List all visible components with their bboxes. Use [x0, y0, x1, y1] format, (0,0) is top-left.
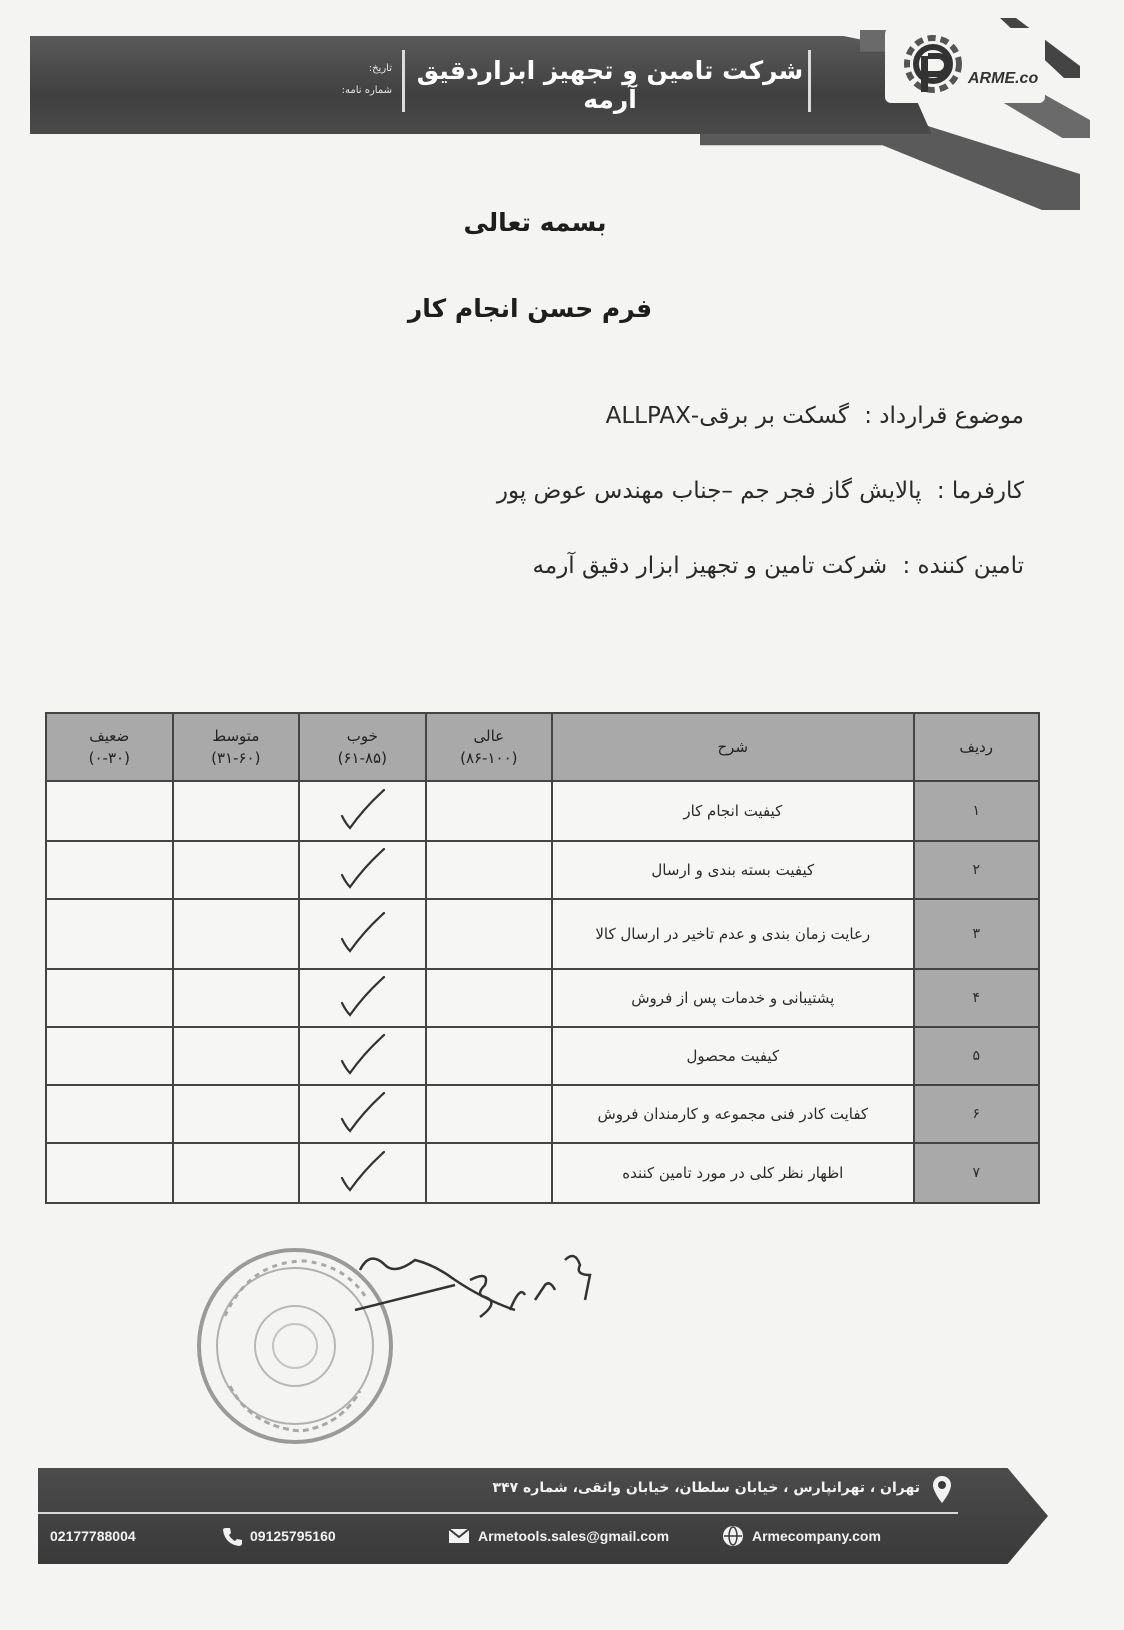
grade-cell-weak — [46, 969, 173, 1027]
row-number: ۶ — [914, 1085, 1040, 1143]
row-number: ۴ — [914, 969, 1040, 1027]
footer-divider — [38, 1512, 958, 1514]
checkmark-icon — [334, 973, 390, 1019]
row-number: ۲ — [914, 841, 1040, 899]
table-header-row — [46, 713, 1039, 781]
grade-cell-good — [299, 969, 426, 1027]
table-row — [46, 969, 1039, 1027]
row-description: اظهار نظر کلی در مورد تامین کننده — [552, 1143, 913, 1203]
table-row — [46, 899, 1039, 969]
grade-cell-good — [299, 899, 426, 969]
grade-cell-good — [299, 1143, 426, 1203]
table-row — [46, 1085, 1039, 1143]
row-description: رعایت زمان بندی و عدم تاخیر در ارسال کالا — [552, 899, 913, 969]
grade-cell-excellent — [426, 1085, 553, 1143]
grade-cell-weak — [46, 1027, 173, 1085]
date-label: تاریخ: — [368, 63, 392, 74]
footer-email-text: Armetools.sales@gmail.com — [478, 1528, 670, 1544]
footer-email[interactable] — [448, 1522, 669, 1550]
header-meta — [300, 58, 392, 102]
letter-number-label: شماره نامه: — [341, 85, 392, 96]
grade-cell-excellent — [426, 1027, 553, 1085]
header-good: خوب (۶۱-۸۵) — [299, 713, 426, 781]
employer-label: کارفرما : — [936, 478, 1024, 504]
row-number: ۳ — [914, 899, 1040, 969]
checkmark-icon — [334, 1148, 390, 1194]
header-row-number: ردیف — [914, 713, 1040, 781]
grade-cell-good — [299, 1085, 426, 1143]
globe-icon — [722, 1525, 744, 1547]
supplier-value: شرکت تامین و تجهیز ابزار دقیق آرمه — [532, 553, 888, 579]
basmala-heading: بسمه تعالی — [463, 208, 607, 237]
grade-cell-weak — [46, 1085, 173, 1143]
grade-cell-weak — [46, 781, 173, 841]
form-title: فرم حسن انجام کار — [407, 294, 653, 323]
footer-phone — [50, 1522, 136, 1550]
company-name: شرکت تامین و تجهیز ابزاردقیق آرمه — [416, 56, 804, 114]
checkmark-icon — [334, 786, 390, 832]
checkmark-icon — [334, 845, 390, 891]
row-number: ۷ — [914, 1143, 1040, 1203]
grade-cell-good — [299, 781, 426, 841]
row-description: کیفیت محصول — [552, 1027, 913, 1085]
grade-cell-excellent — [426, 781, 553, 841]
evaluation-table — [45, 712, 1040, 1204]
email-icon — [448, 1527, 470, 1545]
contract-subject-value: گسکت بر برقی-ALLPAX — [605, 403, 849, 429]
grade-cell-weak — [46, 899, 173, 969]
footer-website-text: Armecompany.com — [752, 1528, 881, 1544]
footer-address: تهران ، تهرانپارس ، خیابان سلطان، خیابان واثقی، شماره ۳۴۷ — [492, 1480, 920, 1496]
supplier-label: تامین کننده : — [902, 553, 1024, 579]
grade-cell-average — [173, 969, 300, 1027]
grade-cell-average — [173, 781, 300, 841]
footer-mobile-text: 09125795160 — [250, 1528, 336, 1544]
grade-cell-average — [173, 841, 300, 899]
company-logo-icon — [895, 26, 970, 96]
grade-cell-good — [299, 1027, 426, 1085]
contract-subject-line — [404, 403, 1024, 429]
row-description: پشتیبانی و خدمات پس از فروش — [552, 969, 913, 1027]
row-description: کیفیت بسته بندی و ارسال — [552, 841, 913, 899]
checkmark-icon — [334, 1031, 390, 1077]
grade-cell-excellent — [426, 1143, 553, 1203]
table-row — [46, 1143, 1039, 1203]
footer-phone-text: 02177788004 — [50, 1528, 136, 1544]
grade-cell-excellent — [426, 969, 553, 1027]
grade-cell-average — [173, 899, 300, 969]
header-weak: ضعیف (۰-۳۰) — [46, 713, 173, 781]
row-number: ۵ — [914, 1027, 1040, 1085]
header-divider — [402, 50, 405, 112]
contract-subject-label: موضوع قرارداد : — [864, 403, 1024, 429]
table-row — [46, 841, 1039, 899]
employer-line — [404, 478, 1024, 504]
location-pin-icon — [930, 1474, 954, 1506]
grade-cell-weak — [46, 841, 173, 899]
grade-cell-excellent — [426, 899, 553, 969]
phone-icon — [222, 1526, 242, 1546]
supplier-line — [404, 553, 1024, 579]
employer-value: پالایش گاز فجر جم –جناب مهندس عوض پور — [496, 478, 922, 504]
header-average: متوسط (۳۱-۶۰) — [173, 713, 300, 781]
logo-text: ARME.co — [968, 70, 1039, 87]
checkmark-icon — [334, 1089, 390, 1135]
table-row — [46, 781, 1039, 841]
grade-cell-average — [173, 1027, 300, 1085]
table-row — [46, 1027, 1039, 1085]
footer-website[interactable] — [722, 1522, 881, 1550]
row-number: ۱ — [914, 781, 1040, 841]
handwritten-signature-icon — [350, 1240, 610, 1350]
header-description: شرح — [552, 713, 913, 781]
row-description: کفایت کادر فنی مجموعه و کارمندان فروش — [552, 1085, 913, 1143]
checkmark-icon — [334, 909, 390, 955]
footer-mobile — [222, 1522, 336, 1550]
grade-cell-good — [299, 841, 426, 899]
header-excellent: عالی (۸۶-۱۰۰) — [426, 713, 553, 781]
row-description: کیفیت انجام کار — [552, 781, 913, 841]
grade-cell-average — [173, 1143, 300, 1203]
grade-cell-excellent — [426, 841, 553, 899]
grade-cell-average — [173, 1085, 300, 1143]
grade-cell-weak — [46, 1143, 173, 1203]
